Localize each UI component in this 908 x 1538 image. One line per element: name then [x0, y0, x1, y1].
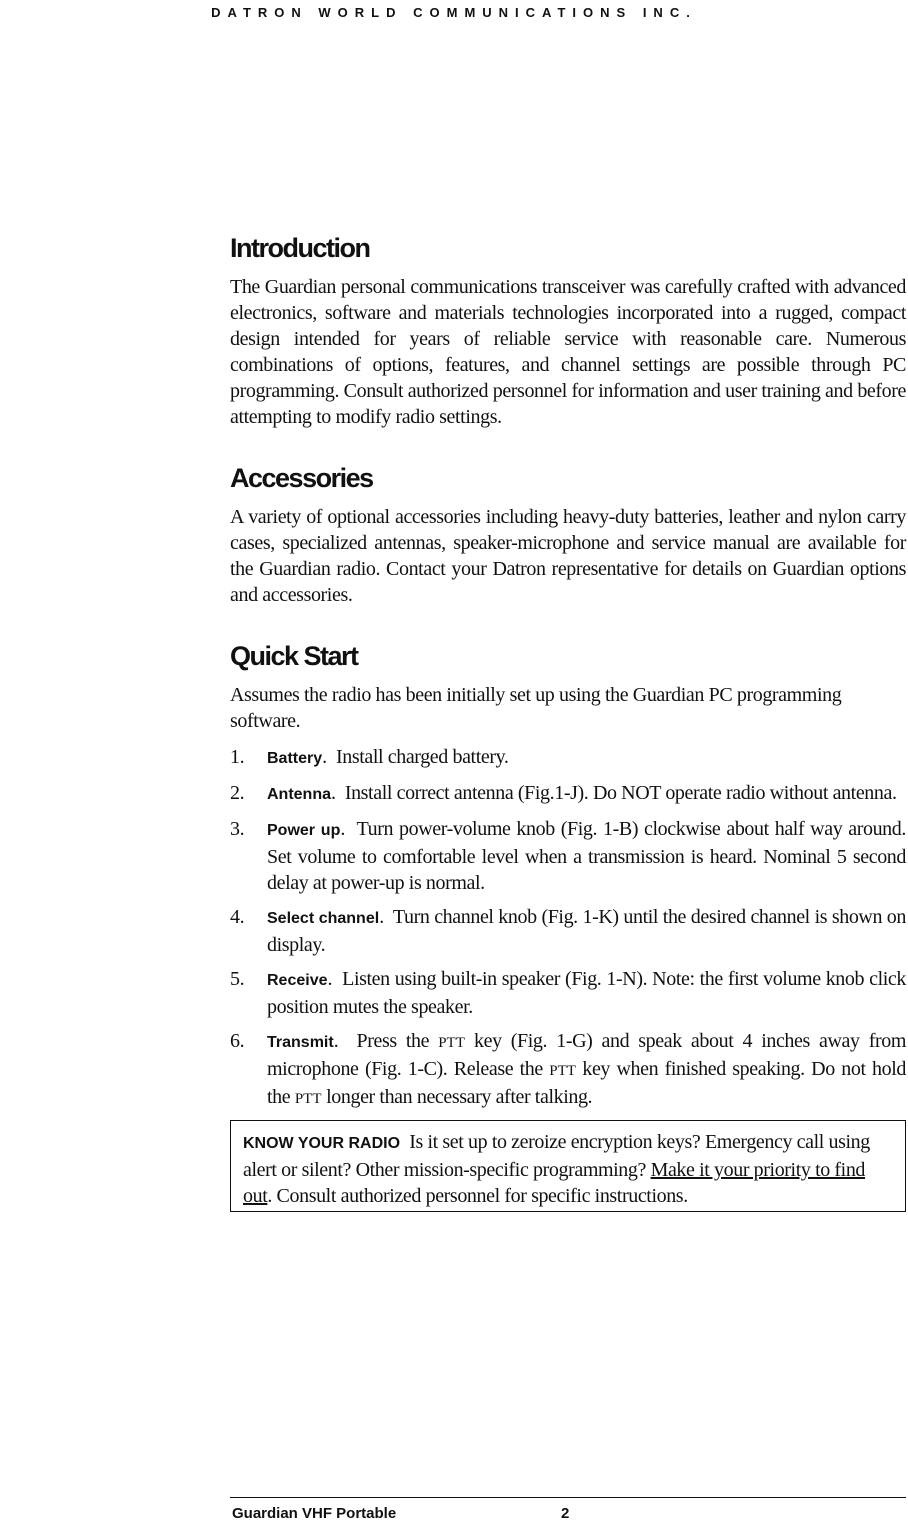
step-term: Select channel — [267, 910, 380, 927]
quick-start-steps — [230, 744, 906, 1112]
introduction-body: The Guardian personal communications transceiver was carefully crafted with advanced electronics, software and materials technologies incorporated into a rugged, compact design intended for years of reliable service with reasonable care. Numerous combinations of options, features, and channel settings are possible through PC programming. Consult authorized personnel for information and user training and before attempting to modify radio settings. — [230, 276, 906, 428]
page-header: DATRON WORLD COMMUNICATIONS INC. — [211, 5, 697, 20]
step-description-part: Press the — [356, 1030, 439, 1052]
list-item — [230, 744, 906, 772]
step-text: Transmit. Press the PTT key (Fig. 1-G) and speak about 4 inches away from microphone (Fig. 1-C). Release the PTT key when finished speaking. Do not hold the PTT longer than necessary after talking. — [267, 1030, 906, 1108]
list-item — [230, 904, 906, 958]
list-item — [230, 1028, 906, 1112]
step-text: Receive. Listen using built-in speaker (Fig. 1-N). Note: the first volume knob click position mutes the speaker. — [267, 968, 906, 1018]
step-term: Transmit — [267, 1034, 334, 1051]
step-description: Listen using built-in speaker (Fig. 1-N). Note: the first volume knob click position mutes the speaker. — [267, 968, 906, 1018]
step-description: Turn power-volume knob (Fig. 1-B) clockwise about half way around. Set volume to comfortable level when a transmission is heard. Nominal 5 second delay at power-up is normal. — [267, 818, 906, 894]
ptt-key-label: PTT — [438, 1035, 465, 1051]
step-description-part: longer than necessary after talking. — [321, 1086, 593, 1108]
note-underlined-text: Make it your priority to find out — [243, 1159, 866, 1207]
note-tail: . Consult authorized personnel for specific instructions. — [267, 1185, 688, 1207]
note-heading: KNOW YOUR RADIO — [243, 1135, 401, 1152]
step-number: 5. — [230, 968, 245, 990]
step-description: Install charged battery. — [335, 746, 509, 768]
step-number: 2. — [230, 782, 245, 804]
quick-start-intro: Assumes the radio has been initially set up using the Guardian PC programming software. — [230, 684, 842, 732]
heading-quick-start: Quick Start — [230, 641, 358, 671]
ptt-key-label: PTT — [294, 1091, 322, 1107]
heading-accessories: Accessories — [230, 463, 373, 493]
step-description-part: key (Fig. 1-G) and speak about 4 inches away from microphone (Fig. 1-C). Release the — [267, 1030, 906, 1080]
step-text: Select channel. Turn channel knob (Fig. 1-K) until the desired channel is shown on display. — [267, 906, 906, 956]
step-text: Power up. Turn power-volume knob (Fig. 1-B) clockwise about half way around. Set volume to comfortable level when a transmission is heard. Nominal 5 second delay at power-up is normal. — [267, 818, 906, 894]
step-description: Turn channel knob (Fig. 1-K) until the desired channel is shown on display. — [267, 906, 906, 956]
footer-rule — [230, 1497, 906, 1498]
step-term: Receive — [267, 972, 328, 989]
page-number: 2 — [561, 1505, 570, 1522]
step-text: Battery. Install charged battery. — [267, 746, 509, 768]
list-item — [230, 816, 906, 896]
accessories-body: A variety of optional accessories including heavy-duty batteries, leather and nylon carry cases, specialized antennas, speaker-microphone and service manual are available for the Guardian radio. Contact your Datron representative for details on Guardian options and accessories. — [230, 506, 906, 606]
step-number: 6. — [230, 1030, 245, 1052]
footer-title: Guardian VHF Portable — [232, 1505, 397, 1522]
heading-introduction: Introduction — [230, 233, 370, 263]
ptt-key-label: PTT — [549, 1063, 576, 1079]
step-number: 1. — [230, 746, 245, 768]
step-term: Battery — [267, 750, 323, 767]
list-item — [230, 966, 906, 1020]
page-content — [230, 230, 906, 1212]
step-number: 4. — [230, 906, 245, 928]
step-description: Install correct antenna (Fig.1-J). Do NOT operate radio without antenna. — [344, 782, 897, 804]
note-text: Is it set up to zeroize encryption keys? Emergency call using alert or silent? Other mission-specific programming? — [243, 1131, 870, 1181]
step-term: Antenna — [267, 786, 331, 803]
step-text: Antenna. Install correct antenna (Fig.1-J). Do NOT operate radio without antenna. — [267, 782, 897, 804]
step-description-part: key when finished speaking. Do not hold the — [267, 1058, 906, 1108]
know-your-radio-box — [230, 1120, 906, 1212]
list-item — [230, 780, 906, 808]
step-term: Power up — [267, 822, 341, 839]
step-number: 3. — [230, 818, 245, 840]
